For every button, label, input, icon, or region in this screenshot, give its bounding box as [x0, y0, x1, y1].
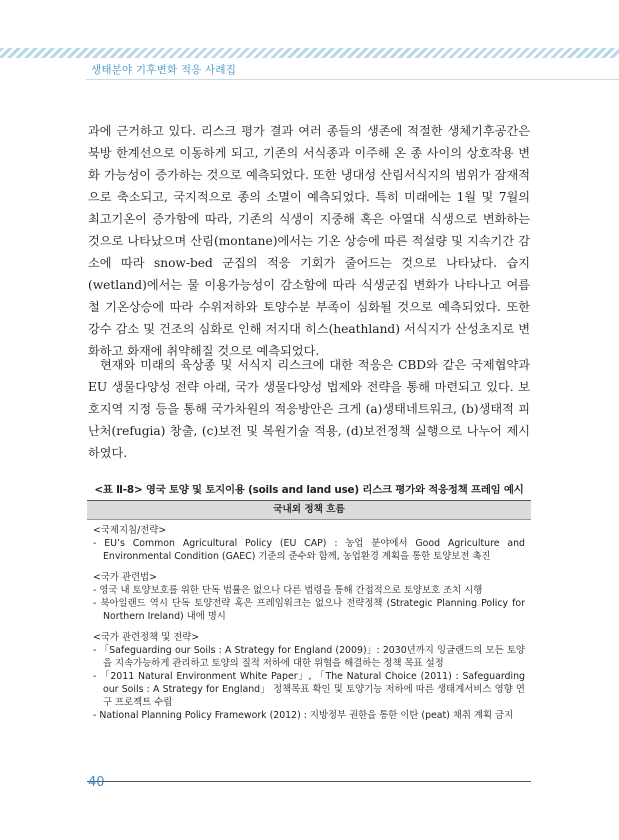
- section-title: <국가 관련정책 및 전략>: [93, 632, 200, 643]
- header-divider: [86, 79, 619, 80]
- list-item: - 「2011 Natural Environment White Paper」, 「The Natural Choice (2011) : Safeguarding our Soils : A Strategy for England」 정책목표 확인 및 토양기능 저하에 따른 생태계서비스 영향 연구 프로젝트 수립: [93, 671, 525, 708]
- paragraph-text: 현재와 미래의 육상종 및 서식지 리스크에 대한 적응은 CBD와 같은 국제협약과 EU 생물다양성 전략 아래, 국가 생물다양성 법제와 전략을 통해 마련되고 있다. 보호지역 지정 등을 통해 국가차원의 적응방안은 크게 (a)생태네트워크, (b)생태적 피난처(refugia) 창출, (c)보전 및 복원기술 적용, (d)보전정책 실행으로 나누어 제시하였다.: [88, 358, 530, 460]
- list-item: - 「Safeguarding our Soils : A Strategy for England (2009)」: 2030년까지 잉글랜드의 모든 토양을 지속가능하게 관리하고 토양의 질적 저하에 대한 위협을 해결하는 정책 목표 설정: [93, 645, 525, 669]
- table-header-cell: 국내외 정책 흐름: [87, 501, 531, 520]
- section-title: <국제지침/전략>: [93, 525, 167, 536]
- table-body-cell: [87, 520, 531, 722]
- header-stripe-band: [0, 48, 619, 58]
- table-caption: <표 Ⅱ-8> 영국 토양 및 토지이용 (soils and land use) 리스크 평가와 적응정책 프레임 예시: [94, 484, 524, 496]
- paragraph-text: 과에 근거하고 있다. 리스크 평가 결과 여러 종들의 생존에 적절한 생체기후공간은 북방 한계선으로 이동하게 되고, 기존의 서식종과 이주해 온 종 사이의 상호작용 변화 가능성이 증가하는 것으로 예측되었다. 또한 냉대성 산림서식지의 범위가 잠재적으로 축소되고, 국지적으로 종의 소멸이 예측되었다. 특히 미래에는 1월 및 7월의 최고기온이 증가함에 따라, 기존의 식생이 지중해 혹은 아열대 식생으로 변화하는 것으로 나타났으며 산림(montane)에서는 기온 상승에 따른 적설량 및 지속기간 감소에 따라 snow-bed 군집의 적응 기회가 줄어드는 것으로 나타났다. 습지(wetland)에서는 물 이용가능성이 감소함에 따라 식생군집 변화가 나타나고 여름철 기온상승에 따라 수위저하와 토양수분 부족이 심화될 것으로 예측되었다. 또한 강수 감소 및 건조의 심화로 인해 저지대 히스(heathland) 서식지가 산성초지로 변화하고 화재에 취약해질 것으로 예측되었다.: [88, 124, 530, 358]
- section-title: <국가 관련법>: [93, 572, 157, 583]
- section-national-law: [93, 571, 525, 623]
- list-item: - National Planning Policy Framework (2012) : 지방정부 권한을 통한 이탄 (peat) 채취 계획 금지: [93, 710, 514, 721]
- running-header: 생태분야 기후변화 적응 사례집: [91, 64, 237, 76]
- body-paragraph-1: [88, 120, 530, 362]
- policy-table: [87, 500, 531, 782]
- body-paragraph-2: [88, 354, 530, 464]
- list-item: - 영국 내 토양보호를 위한 단독 법률은 없으나 다른 법령을 통해 간접적으로 토양보호 조치 시행: [93, 585, 483, 596]
- list-item: - 북아일랜드 역시 단독 토양전략 혹은 프레임워크는 없으나 전략정책 (Strategic Planning Policy for Northern Ireland) 내에 명시: [93, 598, 525, 622]
- list-item: - EU’s Common Agricultural Policy (EU CAP) : 농업 분야에서 Good Agriculture and Environmental Condition (GAEC) 기준의 준수와 함께, 농업환경 계획을 통한 토양보전 촉진: [93, 538, 525, 562]
- section-national-policy: [93, 631, 525, 722]
- page-number: 40: [88, 775, 105, 790]
- section-international: [93, 524, 525, 563]
